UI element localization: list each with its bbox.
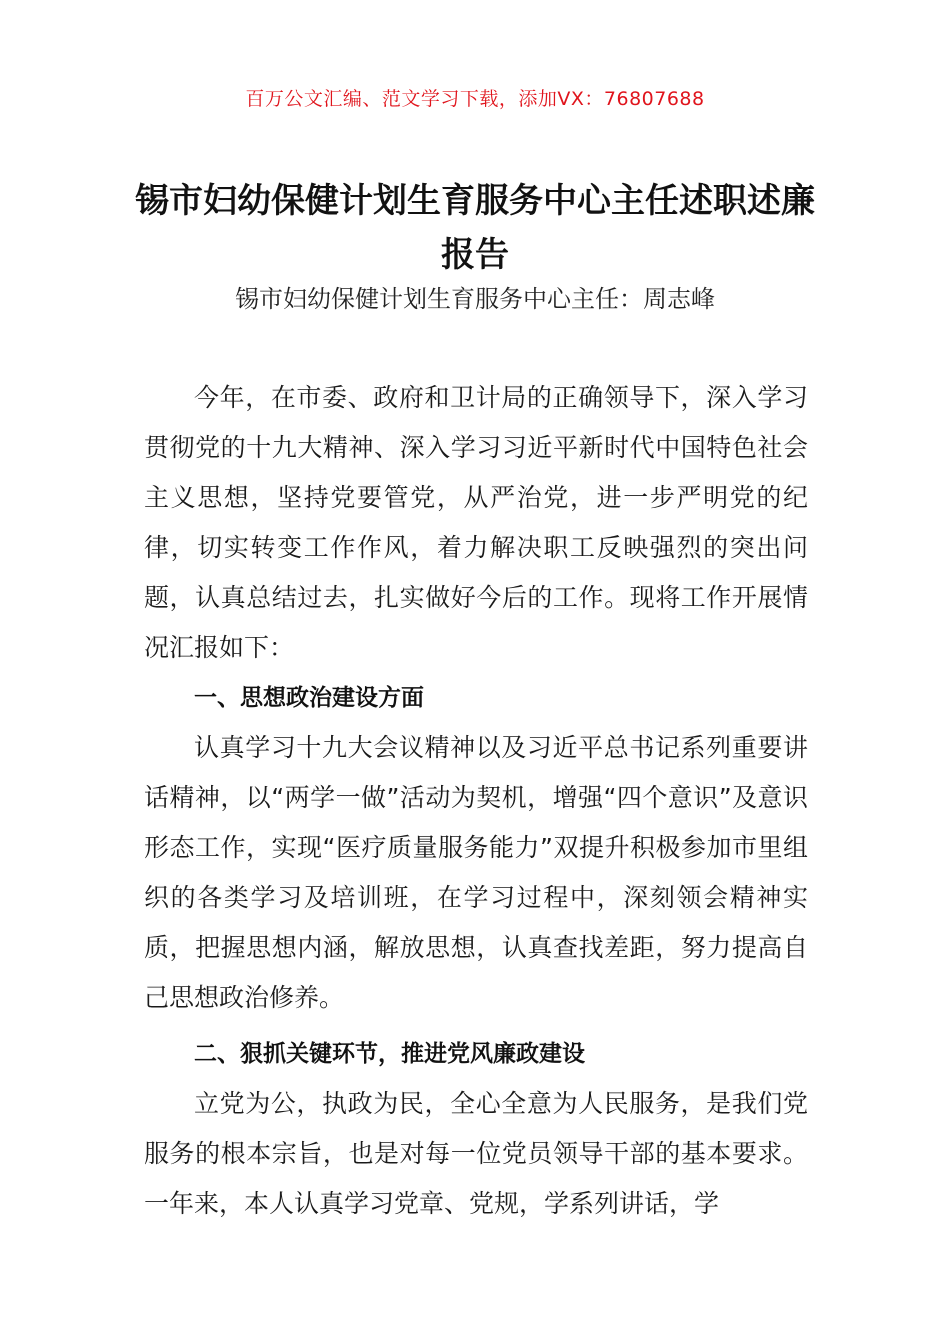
document-title: 锡市妇幼保健计划生育服务中心主任述职述廉报告 [135, 181, 815, 275]
intro-paragraph: 今年，在市委、政府和卫计局的正确领导下，深入学习贯彻党的十九大精神、深入学习习近平新时代中国特色社会主义思想，坚持党要管党，从严治党，进一步严明党的纪律，切实转变工作作风，着力解决职工反映强烈的突出问题，认真总结过去，扎实做好今后的工作。现将工作开展情况汇报如下： [144, 383, 808, 662]
document-body [144, 373, 808, 1229]
document-author: 锡市妇幼保健计划生育服务中心主任：周志峰 [235, 285, 715, 313]
section-1-paragraph: 认真学习十九大会议精神以及习近平总书记系列重要讲话精神，以“两学一做”活动为契机，增强“四个意识”及意识形态工作，实现“医疗质量服务能力”双提升积极参加市里组织的各类学习及培训班，在学习过程中，深刻领会精神实质，把握思想内涵，解放思想，认真查找差距，努力提高自己思想政治修养。 [144, 733, 808, 1012]
watermark-text: 百万公文汇编、范文学习下载，添加VX：76807688 [245, 88, 705, 110]
section-heading-2: 二、狠抓关键环节，推进党风廉政建设 [194, 1041, 585, 1067]
section-2-paragraph: 立党为公，执政为民，全心全意为人民服务，是我们党服务的根本宗旨，也是对每一位党员领导干部的基本要求。一年来，本人认真学习党章、党规，学系列讲话，学 [144, 1089, 808, 1218]
section-heading-1: 一、思想政治建设方面 [194, 685, 424, 711]
